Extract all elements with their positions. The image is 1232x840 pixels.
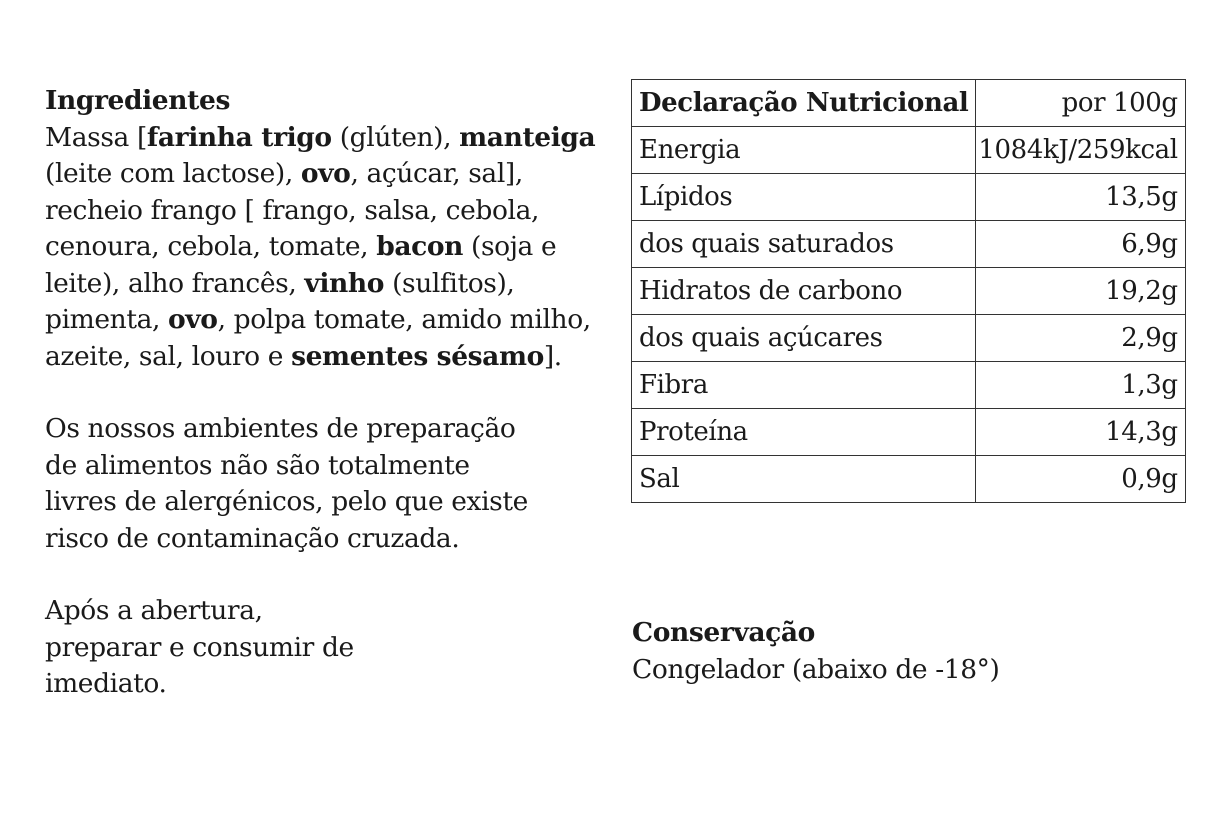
ingredient-part: ].: [543, 340, 562, 372]
ingredient-part-bold: manteiga: [459, 121, 596, 153]
nutrition-table: [631, 79, 1186, 503]
ingredient-part: (soja e leite), alho francês,: [45, 231, 557, 299]
table-row: [632, 268, 1186, 315]
ingredient-part: Massa [: [45, 121, 147, 153]
ingredient-part: , açúcar, sal], recheio frango [ frango, salsa, cebola, cenoura, cebola, tomate,: [45, 158, 540, 262]
row-label: Lípidos: [632, 174, 976, 221]
ingredient-part: , polpa tomate, amido milho, azeite, sal, louro e: [45, 304, 591, 372]
ingredient-part-bold: sementes sésamo: [291, 340, 544, 372]
table-row: [632, 315, 1186, 362]
row-label: Proteína: [632, 409, 976, 456]
allergen-note: Os nossos ambientes de preparação de alimentos não são totalmente livres de alergénicos, pelo que existe risco de contaminação cruzada.: [45, 413, 528, 554]
row-value: 13,5g: [976, 174, 1185, 221]
table-row: [632, 127, 1186, 174]
table-row: [632, 221, 1186, 268]
left-column: [45, 83, 605, 703]
conservation-heading: Conservação: [632, 617, 815, 648]
nutrition-header-row: [632, 80, 1186, 127]
ingredient-part: (glúten),: [331, 121, 460, 153]
opening-note: Após a abertura, preparar e consumir de imediato.: [45, 595, 354, 699]
ingredient-part-bold: farinha trigo: [146, 121, 332, 153]
conservation-text: Congelador (abaixo de -18°): [632, 653, 1000, 685]
nutrition-title: Declaração Nutricional: [632, 80, 976, 127]
row-value: 6,9g: [976, 221, 1185, 268]
ingredient-part-bold: ovo: [300, 158, 351, 189]
nutrition-per: por 100g: [976, 80, 1185, 127]
row-label: Energia: [632, 127, 976, 174]
ingredient-part: (leite com lactose),: [45, 158, 301, 189]
row-value: 14,3g: [976, 409, 1185, 456]
ingredient-part: (sulfitos), pimenta,: [45, 267, 515, 335]
table-row: [632, 174, 1186, 221]
ingredient-part-bold: bacon: [376, 231, 463, 262]
ingredients-text: [45, 120, 605, 376]
ingredient-part-bold: vinho: [304, 267, 385, 299]
row-value: 19,2g: [976, 268, 1185, 315]
row-label: Sal: [632, 456, 976, 503]
table-row: [632, 456, 1186, 503]
row-value: 2,9g: [976, 315, 1185, 362]
row-value: 1084kJ/259kcal: [976, 127, 1185, 174]
table-row: [632, 409, 1186, 456]
row-label: Hidratos de carbono: [632, 268, 976, 315]
conservation-section: [632, 615, 999, 688]
ingredient-part-bold: ovo: [168, 304, 218, 335]
row-label: Fibra: [632, 362, 976, 409]
nutrition-table-wrapper: [631, 79, 1186, 503]
row-label: dos quais saturados: [632, 221, 976, 268]
row-value: 0,9g: [976, 456, 1185, 503]
ingredients-heading: Ingredientes: [45, 85, 230, 116]
table-row: [632, 362, 1186, 409]
row-label: dos quais açúcares: [632, 315, 976, 362]
row-value: 1,3g: [976, 362, 1185, 409]
